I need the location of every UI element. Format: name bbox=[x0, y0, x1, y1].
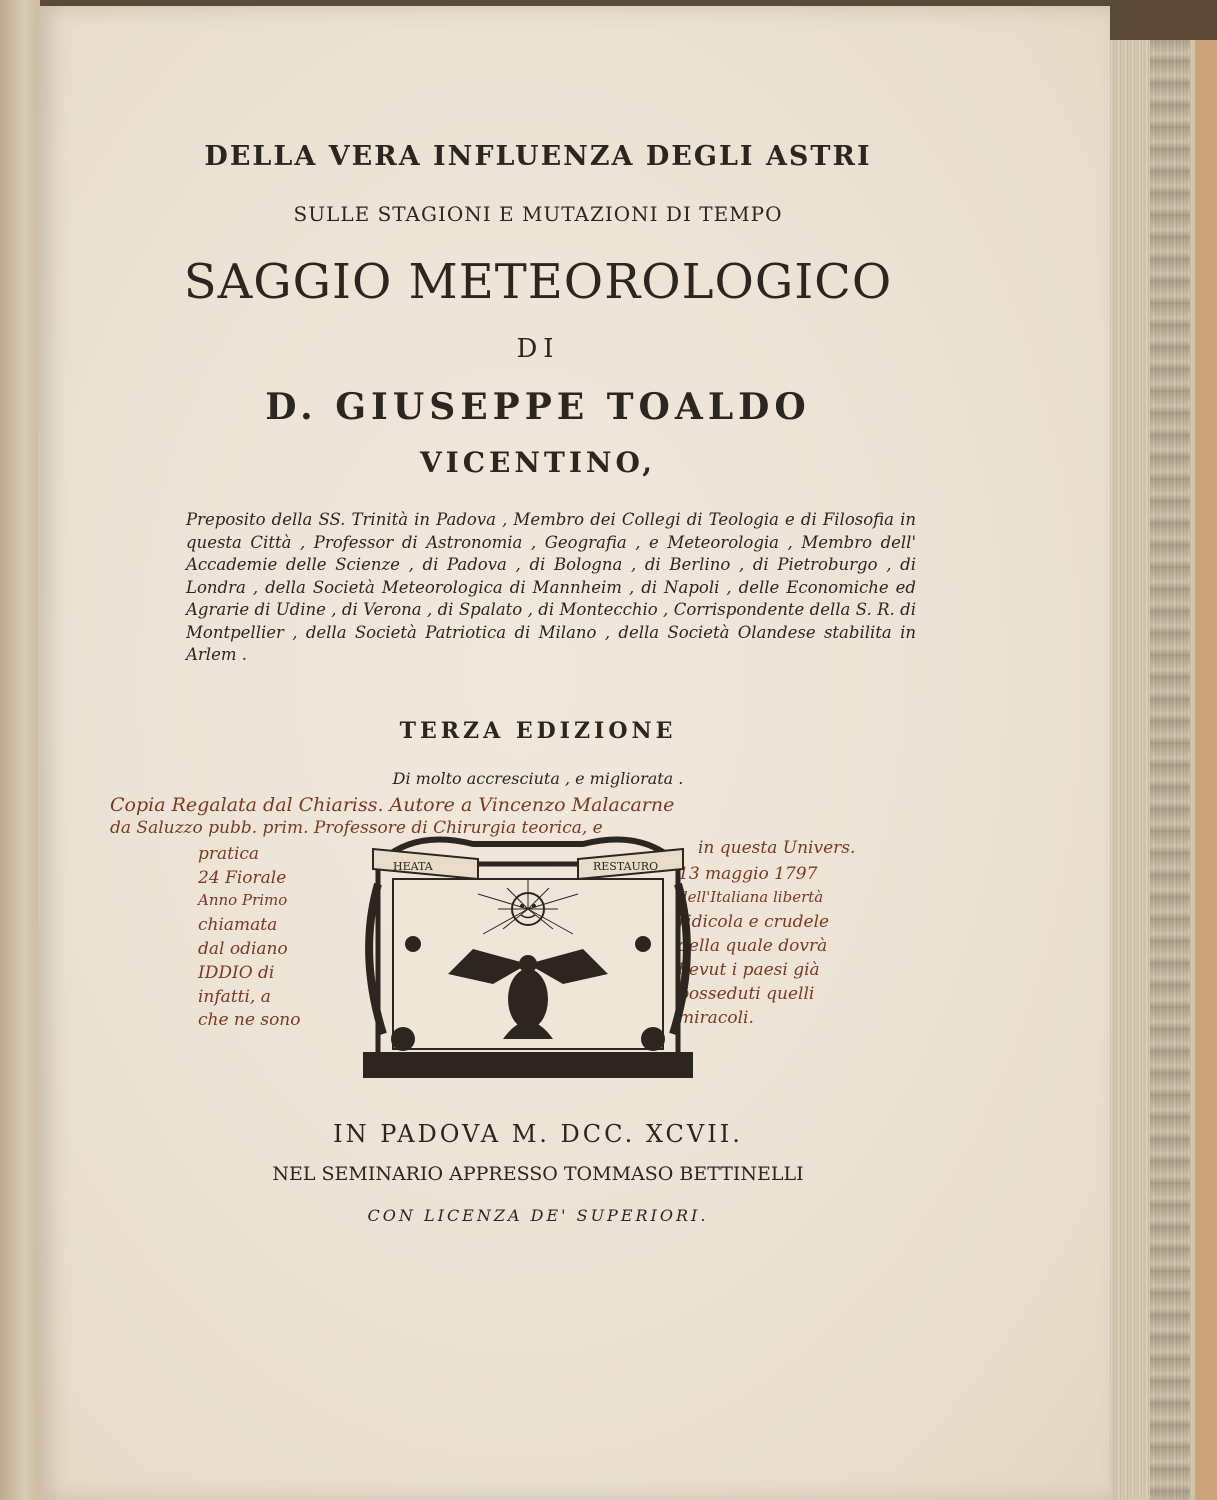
imprint-place: IN PADOVA M. DCC. XCVII. bbox=[333, 1120, 743, 1148]
inscription-right-5: bevut i paesi già bbox=[678, 960, 820, 980]
inscription-left-8: che ne sono bbox=[198, 1010, 301, 1030]
ribbon-right-text: RESTAURO bbox=[593, 860, 659, 873]
facing-page-edge bbox=[0, 0, 40, 1500]
title-page bbox=[38, 6, 1110, 1500]
inscription-line-3: in questa Univers. bbox=[698, 838, 856, 858]
license-line: CON LICENZA DE' SUPERIORI. bbox=[367, 1206, 709, 1225]
author-description: Preposito della SS. Trinità in Padova , Membro dei Collegi di Teologia e di Filosofia in questa Città , Professor di Astronomia , Geografia , e Meteorologia , Membro dell' Accademie delle Scienze , di Padova , di Bologna , di Berlino , di Pietroburgo , di Londra , della Società Meteorologica di Mannheim , di Napoli , delle Economiche ed Agrarie di Udine , di Verona , di Spalato , di Montecchio , Corrispondente della S. R. di Montpellier , della Società Patriotica di Milano , della Società Olandese stabilita in Arlem . bbox=[186, 510, 916, 664]
printers-emblem bbox=[353, 824, 703, 1084]
inscription-right-2: dell'Italiana libertà bbox=[678, 888, 824, 906]
inscription-right-7: miracoli. bbox=[678, 1008, 754, 1028]
inscription-right-4: della quale dovrà bbox=[678, 936, 828, 956]
by-line: DI bbox=[516, 334, 560, 364]
inscription-left-7: infatti, a bbox=[198, 987, 271, 1007]
inscription-left-6: IDDIO di bbox=[198, 963, 275, 983]
inscription-left-2: 24 Fiorale bbox=[198, 868, 287, 888]
title-line-1: DELLA VERA INFLUENZA DEGLI ASTRI bbox=[204, 141, 872, 172]
inscription-right-3: ridicola e crudele bbox=[678, 912, 830, 932]
author-name: D. GIUSEPPE TOALDO bbox=[265, 386, 811, 428]
inscription-line-1: Copia Regalata dal Chiariss. Autore a Vincenzo Malacarne bbox=[110, 794, 675, 816]
main-title: SAGGIO METEOROLOGICO bbox=[183, 254, 893, 310]
ribbon-left-text: HEATA bbox=[393, 860, 433, 873]
edition: TERZA EDIZIONE bbox=[399, 718, 677, 744]
inscription-left-5: dal odiano bbox=[198, 939, 288, 959]
title-line-2: SULLE STAGIONI E MUTAZIONI DI TEMPO bbox=[293, 202, 783, 226]
edition-note: Di molto accresciuta , e migliorata . bbox=[392, 769, 684, 788]
inscription-line-2: da Saluzzo pubb. prim. Professore di Chirurgia teorica, e bbox=[110, 818, 603, 838]
inscription-right-1: 13 maggio 1797 bbox=[678, 864, 818, 884]
inscription-left-1: pratica bbox=[198, 844, 260, 864]
page-edge-shadow bbox=[1150, 40, 1190, 1500]
imprint-printer: NEL SEMINARIO APPRESSO TOMMASO BETTINELLI bbox=[272, 1163, 804, 1185]
inscription-left-4: chiamata bbox=[198, 915, 278, 935]
author-origin: VICENTINO, bbox=[419, 446, 657, 479]
inscription-right-6: posseduti quelli bbox=[678, 984, 815, 1004]
book-cover-edge bbox=[1195, 40, 1217, 1500]
inscription-left-3: Anno Primo bbox=[198, 891, 288, 909]
